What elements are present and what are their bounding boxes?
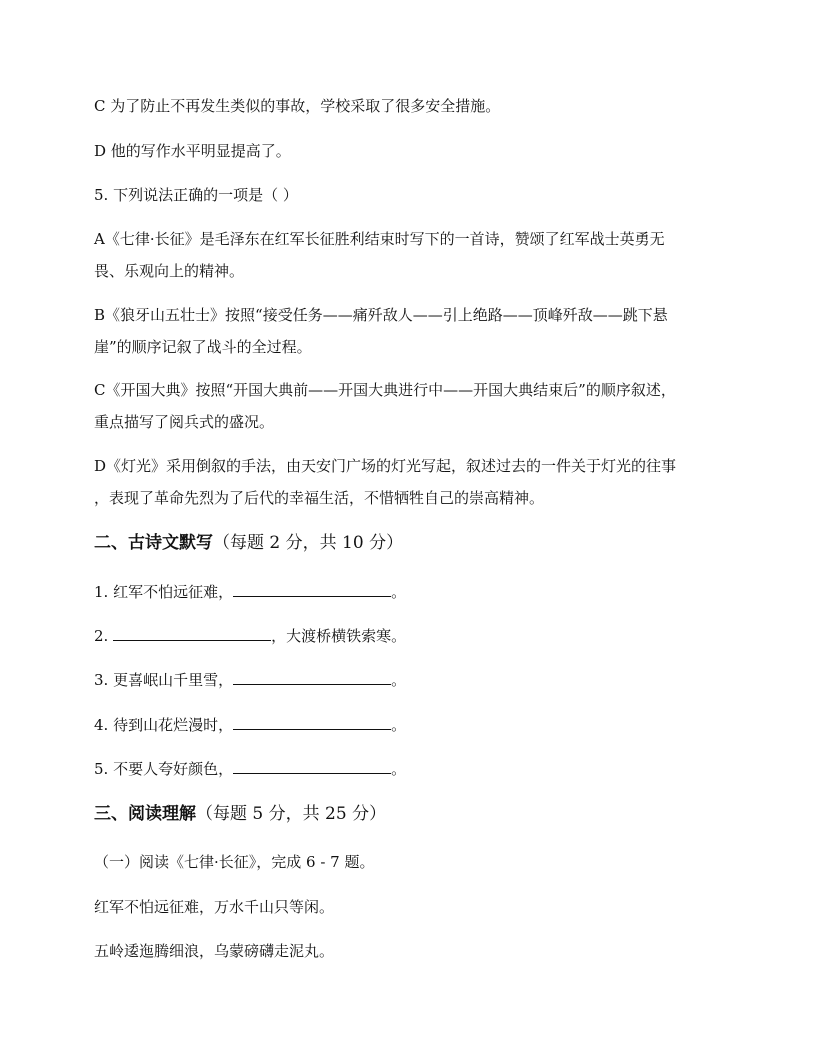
section2-heading — [94, 532, 403, 554]
answer-blank[interactable] — [233, 670, 391, 685]
poem-line-1: 红军不怕远征难，万水千山只等闲。 — [94, 898, 335, 916]
recitation-item-5: 5. 不要人夸好颜色， 。 — [94, 760, 407, 778]
section3-note: （每题 5 分，共 25 分） — [196, 804, 387, 824]
option-5b-line2: 崖”的顺序记叙了战斗的全过程。 — [94, 338, 312, 356]
option-5d-line2: ，表现了革命先烈为了后代的幸福生活，不惜牺牲自己的崇高精神。 — [94, 489, 545, 507]
answer-blank[interactable] — [233, 582, 391, 597]
answer-blank[interactable] — [113, 626, 271, 641]
option-5b-line1: B《狼牙山五壮士》按照“接受任务——痛歼敌人——引上绝路——顶峰歼敌——跳下悬 — [94, 306, 668, 324]
recitation-item-4: 4. 待到山花烂漫时， 。 — [94, 716, 407, 734]
answer-blank[interactable] — [233, 715, 391, 730]
recitation-item-2: 2. ，大渡桥横铁索寒。 — [94, 627, 407, 645]
option-5c-line1: C《开国大典》按照“开国大典前——开国大典进行中——开国大典结束后”的顺序叙述， — [94, 381, 676, 399]
recitation-item-1: 1. 红军不怕远征难， 。 — [94, 583, 407, 601]
option-5a-line2: 畏、乐观向上的精神。 — [94, 262, 245, 280]
section2-title: 二、古诗文默写 — [94, 533, 213, 553]
option-4c: C 为了防止不再发生类似的事故，学校采取了很多安全措施。 — [94, 97, 501, 115]
section3-title: 三、阅读理解 — [94, 804, 196, 824]
option-5a-line1: A《七律·长征》是毛泽东在红军长征胜利结束时写下的一首诗，赞颂了红军战士英勇无 — [94, 230, 665, 248]
option-5c-line2: 重点描写了阅兵式的盛况。 — [94, 413, 275, 431]
answer-blank[interactable] — [233, 759, 391, 774]
section2-note: （每题 2 分，共 10 分） — [213, 533, 404, 553]
option-5d-line1: D《灯光》采用倒叙的手法，由天安门广场的灯光写起，叙述过去的一件关于灯光的往事 — [94, 457, 677, 475]
section3-heading — [94, 803, 386, 825]
poem-line-2: 五岭逶迤腾细浪，乌蒙磅礴走泥丸。 — [94, 942, 335, 960]
reading-part1-instruction: （一）阅读《七律·长征》，完成 6 - 7 题。 — [94, 853, 375, 871]
recitation-item-3: 3. 更喜岷山千里雪， 。 — [94, 671, 407, 689]
option-4d: D 他的写作水平明显提高了。 — [94, 142, 291, 160]
question-5: 5. 下列说法正确的一项是（ ） — [94, 186, 298, 204]
